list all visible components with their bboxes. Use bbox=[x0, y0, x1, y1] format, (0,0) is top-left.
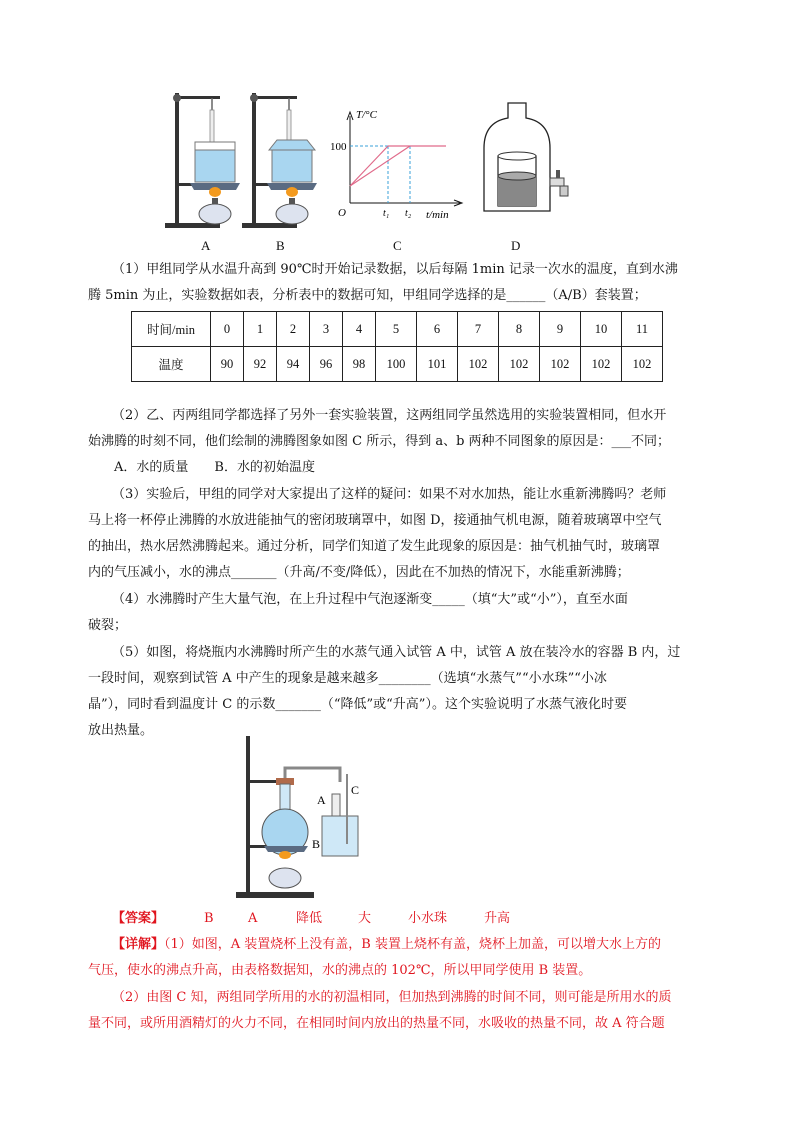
figure2-label-a: A bbox=[317, 793, 326, 807]
table-cell: 102 bbox=[540, 347, 581, 382]
table-row-time bbox=[132, 312, 663, 347]
table-cell: 6 bbox=[417, 312, 458, 347]
question-4-line-2: 破裂； bbox=[88, 618, 128, 633]
boiling-graph-c bbox=[328, 108, 468, 226]
table-cell: 11 bbox=[622, 312, 663, 347]
explanation-text-1: （1）如图，A 装置烧杯上没有盖，B 装置上烧杯有盖，烧杯上加盖，可以增大水上方的 bbox=[164, 937, 661, 952]
graph-y-axis-label: T/°C bbox=[356, 109, 377, 121]
figure-b-label: B bbox=[276, 238, 285, 253]
question-5-line-1: （5）如图，将烧瓶内水沸腾时所产生的水蒸气通入试管 A 中，试管 A 放在装冷水的容器 B 内，过 bbox=[112, 645, 681, 660]
table-cell: 102 bbox=[458, 347, 499, 382]
temperature-data-table bbox=[131, 311, 663, 382]
table-cell: 94 bbox=[277, 347, 310, 382]
question-3-line-4: 内的气压减小，水的沸点_______（升高/不变/降低），因此在不加热的情况下，水能重新沸腾； bbox=[88, 565, 630, 580]
question-2-line-1: （2）乙、丙两组同学都选择了另外一套实验装置，这两组同学虽然选用的实验装置相同，但水开 bbox=[112, 408, 667, 423]
condensation-apparatus-figure bbox=[232, 734, 382, 904]
table-header-time: 时间/min bbox=[132, 312, 211, 347]
explanation-line-1 bbox=[112, 932, 694, 958]
question-4-line-1: （4）水沸腾时产生大量气泡，在上升过程中气泡逐渐变_____（填“大”或“小”），直至水面 bbox=[112, 592, 628, 607]
question-3-line-2: 马上将一杯停止沸腾的水放进能抽气的密闭玻璃罩中，如图 D，接通抽气机电源，随着玻璃罩中空气 bbox=[88, 513, 662, 528]
graph-origin: O bbox=[338, 207, 346, 219]
question-1-line-2: 腾 5min 为止，实验数据如表，分析表中的数据可知，甲组同学选择的是______（A/B）套装置； bbox=[88, 288, 647, 303]
graph-t2-label: t₂ bbox=[405, 208, 412, 219]
apparatus-b-figure bbox=[237, 90, 327, 230]
answer-item-5: 小水珠 bbox=[408, 911, 448, 926]
figure-a-label: A bbox=[201, 238, 211, 253]
table-cell: 102 bbox=[622, 347, 663, 382]
answer-item-1: B bbox=[204, 911, 214, 926]
answer-line bbox=[112, 906, 511, 932]
table-cell: 10 bbox=[581, 312, 622, 347]
table-cell: 4 bbox=[343, 312, 376, 347]
table-cell: 3 bbox=[310, 312, 343, 347]
answer-item-3: 降低 bbox=[296, 911, 323, 926]
question-2-options: A．水的质量 B．水的初始温度 bbox=[114, 460, 315, 475]
table-cell: 8 bbox=[499, 312, 540, 347]
table-cell: 92 bbox=[244, 347, 277, 382]
answer-item-2: A bbox=[248, 911, 258, 926]
table-cell: 5 bbox=[376, 312, 417, 347]
figure-c-label: C bbox=[393, 238, 402, 253]
graph-x-axis-label: t/min bbox=[426, 209, 449, 221]
bell-jar-figure-d bbox=[478, 98, 578, 218]
table-cell: 0 bbox=[211, 312, 244, 347]
table-cell: 98 bbox=[343, 347, 376, 382]
figure2-label-b: B bbox=[312, 837, 321, 851]
figure2-label-c: C bbox=[351, 783, 360, 797]
table-cell: 96 bbox=[310, 347, 343, 382]
table-cell: 102 bbox=[499, 347, 540, 382]
table-cell: 9 bbox=[540, 312, 581, 347]
question-3-line-3: 的抽出，热水居然沸腾起来。通过分析，同学们知道了发生此现象的原因是：抽气机抽气时，玻璃罩 bbox=[88, 539, 661, 554]
table-cell: 90 bbox=[211, 347, 244, 382]
answer-item-4: 大 bbox=[358, 911, 372, 926]
question-5-line-4: 放出热量。 bbox=[88, 723, 154, 738]
answer-item-6: 升高 bbox=[484, 911, 511, 926]
graph-y-tick-100: 100 bbox=[330, 141, 347, 153]
table-cell: 2 bbox=[277, 312, 310, 347]
explanation-line-3: （2）由图 C 知，两组同学所用的水的初温相同，但加热到沸腾的时间不同，则可能是所用水的质 bbox=[112, 990, 672, 1005]
question-5-line-3: 晶”），同时看到温度计 C 的示数_______（“降低”或“升高”）。这个实验说明了水蒸气液化时要 bbox=[88, 697, 627, 712]
table-cell: 7 bbox=[458, 312, 499, 347]
graph-t1-label: t₁ bbox=[383, 208, 390, 219]
explanation-line-2: 气压，使水的沸点升高，由表格数据知，水的沸点的 102℃，所以甲同学使用 B 装置。 bbox=[88, 963, 592, 978]
table-cell: 101 bbox=[417, 347, 458, 382]
figure-d-label: D bbox=[511, 238, 521, 253]
table-cell: 1 bbox=[244, 312, 277, 347]
question-3-line-1: （3）实验后，甲组的同学对大家提出了这样的疑问：如果不对水加热，能让水重新沸腾吗？老师 bbox=[112, 487, 667, 502]
table-row-temperature bbox=[132, 347, 663, 382]
explanation-label: 【详解】 bbox=[112, 937, 165, 952]
question-2-line-2: 始沸腾的时刻不同，他们绘制的沸腾图象如图 C 所示，得到 a、b 两种不同图象的原因是：___不同； bbox=[88, 434, 671, 449]
table-cell: 102 bbox=[581, 347, 622, 382]
table-header-temperature: 温度 bbox=[132, 347, 211, 382]
table-cell: 100 bbox=[376, 347, 417, 382]
answer-label: 【答案】 bbox=[112, 911, 165, 926]
explanation-line-4: 量不同，或所用酒精灯的火力不同，在相同时间内放出的热量不同，水吸收的热量不同，故 A 符合题 bbox=[88, 1016, 665, 1031]
question-5-line-2: 一段时间，观察到试管 A 中产生的现象是越来越多________（选填“水蒸气”“小水珠”“小冰 bbox=[88, 671, 607, 686]
question-1-line-1: （1）甲组同学从水温升高到 90℃时开始记录数据，以后每隔 1min 记录一次水的温度，直到水沸 bbox=[112, 262, 678, 277]
